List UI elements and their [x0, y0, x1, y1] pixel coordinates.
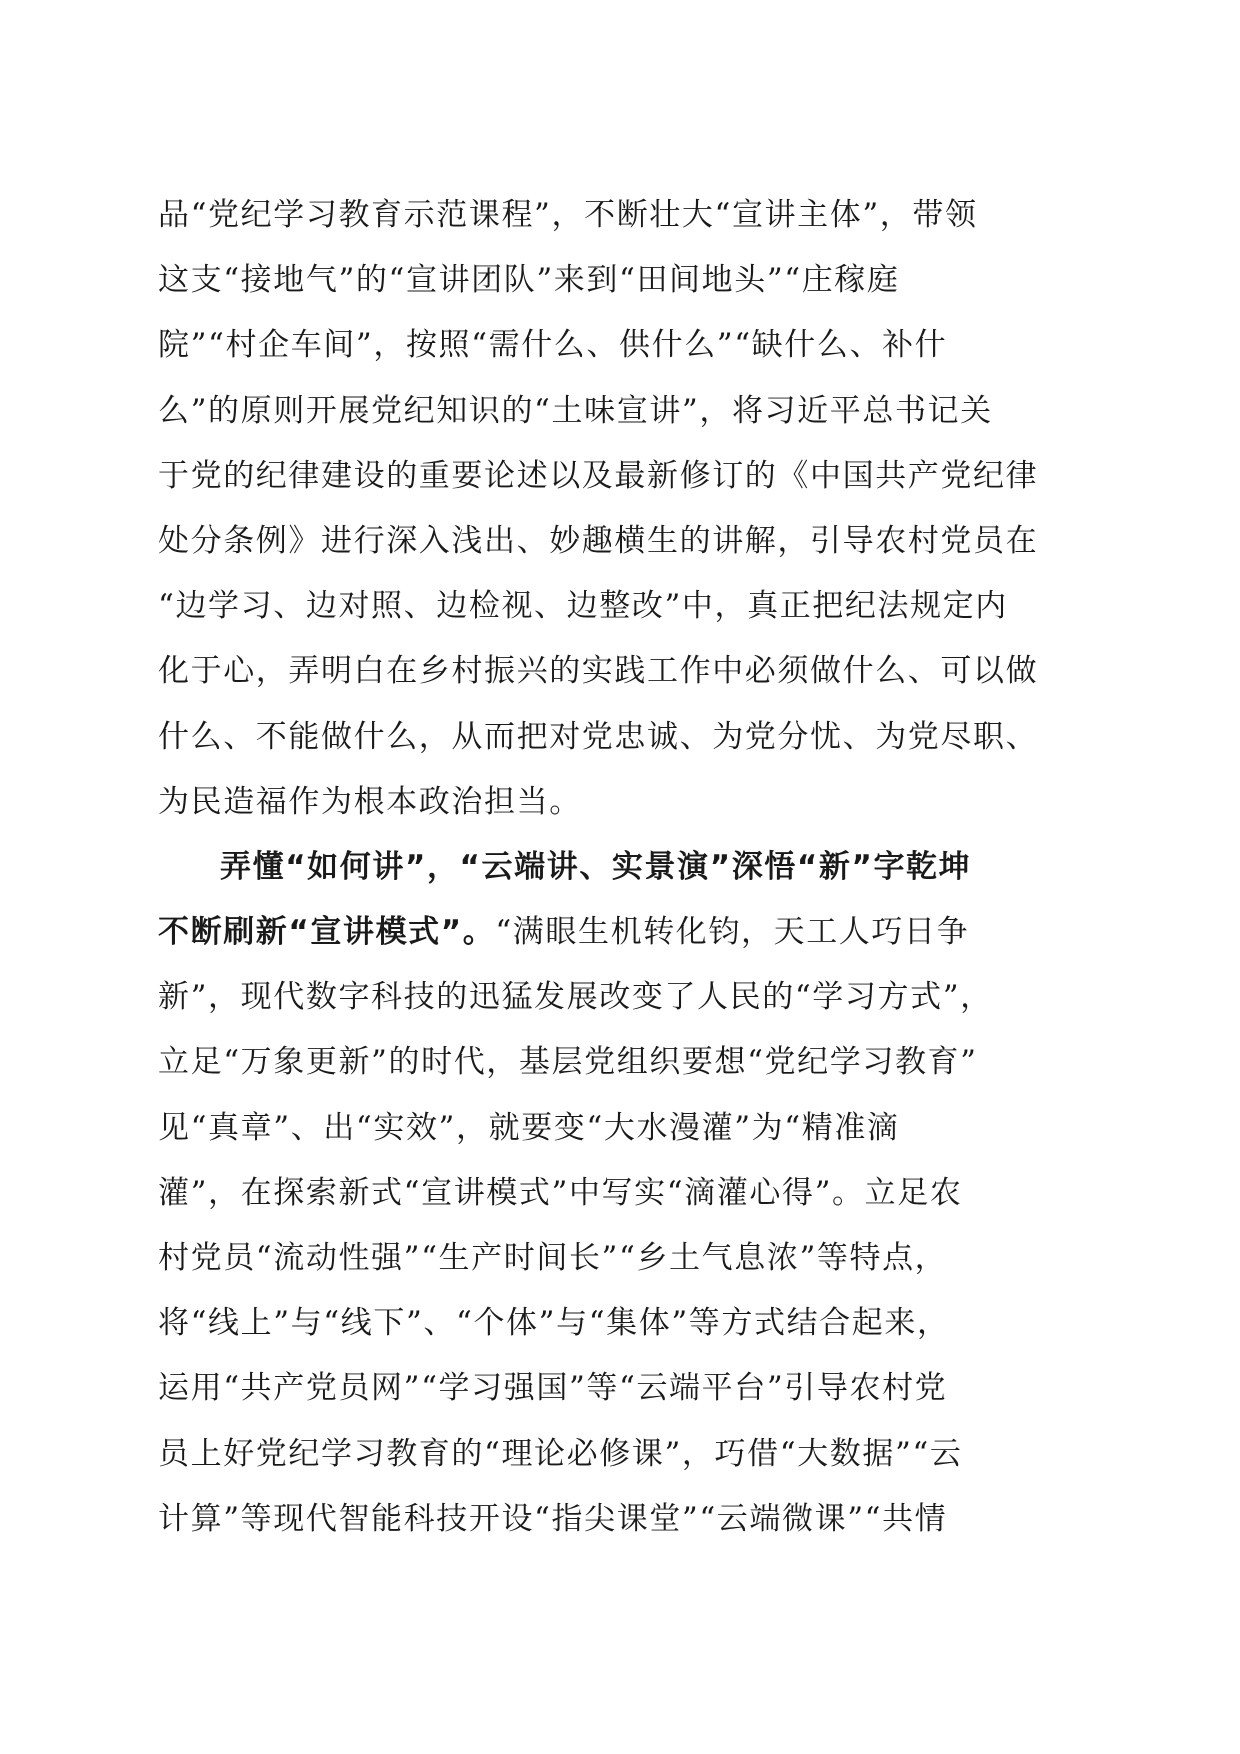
text-line: 于党的纪律建设的重要论述以及最新修订的《中国共产党纪律 [158, 457, 1039, 494]
text-line: 立足“万象更新”的时代，基层党组织要想“党纪学习教育” [158, 1044, 978, 1081]
text-run: “满眼生机转化钧，天工人巧日争 [495, 914, 970, 951]
text-line: 化于心，弄明白在乡村振兴的实践工作中必须做什么、可以做 [158, 653, 1039, 690]
text-line: 么”的原则开展党纪知识的“土味宣讲”，将习近平总书记关 [158, 392, 993, 429]
text-line: 村党员“流动性强”“生产时间长”“乡土气息浓”等特点， [158, 1240, 948, 1276]
text-line: 运用“共产党员网”“学习强国”等“云端平台”引导农村党 [158, 1370, 948, 1407]
text-line: 这支“接地气”的“宣讲团队”来到“田间地头”“庄稼庭 [158, 262, 900, 299]
section-heading-end: 不断刷新“宣讲模式”。 [158, 914, 496, 951]
text-line: 员上好党纪学习教育的“理论必修课”，巧借“大数据”“云 [158, 1435, 963, 1472]
text-line: “边学习、边对照、边检视、边整改”中，真正把纪法规定内 [158, 588, 1008, 625]
text-line: 院”“村企车间”，按照“需什么、供什么”“缺什么、补什 [158, 327, 948, 364]
section-heading: 弄懂“如何讲”，“云端讲、实景演”深悟“新”字乾坤 [220, 848, 972, 885]
text-line: 品“党纪学习教育示范课程”，不断壮大“宣讲主体”，带领 [158, 197, 978, 233]
text-line: 什么、不能做什么，从而把对党忠诚、为党分忧、为党尽职、 [158, 718, 1039, 755]
text-line: 处分条例》进行深入浅出、妙趣横生的讲解，引导农村党员在 [158, 522, 1039, 559]
text-line: 计算”等现代智能科技开设“指尖课堂”“云端微课”“共情 [158, 1500, 948, 1537]
text-line [158, 900, 1088, 965]
text-line: 灌”，在探索新式“宣讲模式”中写实“滴灌心得”。立足农 [158, 1174, 963, 1211]
body-text [158, 183, 1088, 1552]
text-line: 为民造福作为根本政治担当。 [158, 783, 582, 820]
text-line: 新”，现代数字科技的迅猛发展改变了人民的“学习方式”， [158, 979, 993, 1016]
text-line: 见“真章”、出“实效”，就要变“大水漫灌”为“精准滴 [158, 1109, 900, 1146]
text-line: 将“线上”与“线下”、“个体”与“集体”等方式结合起来， [158, 1305, 950, 1342]
